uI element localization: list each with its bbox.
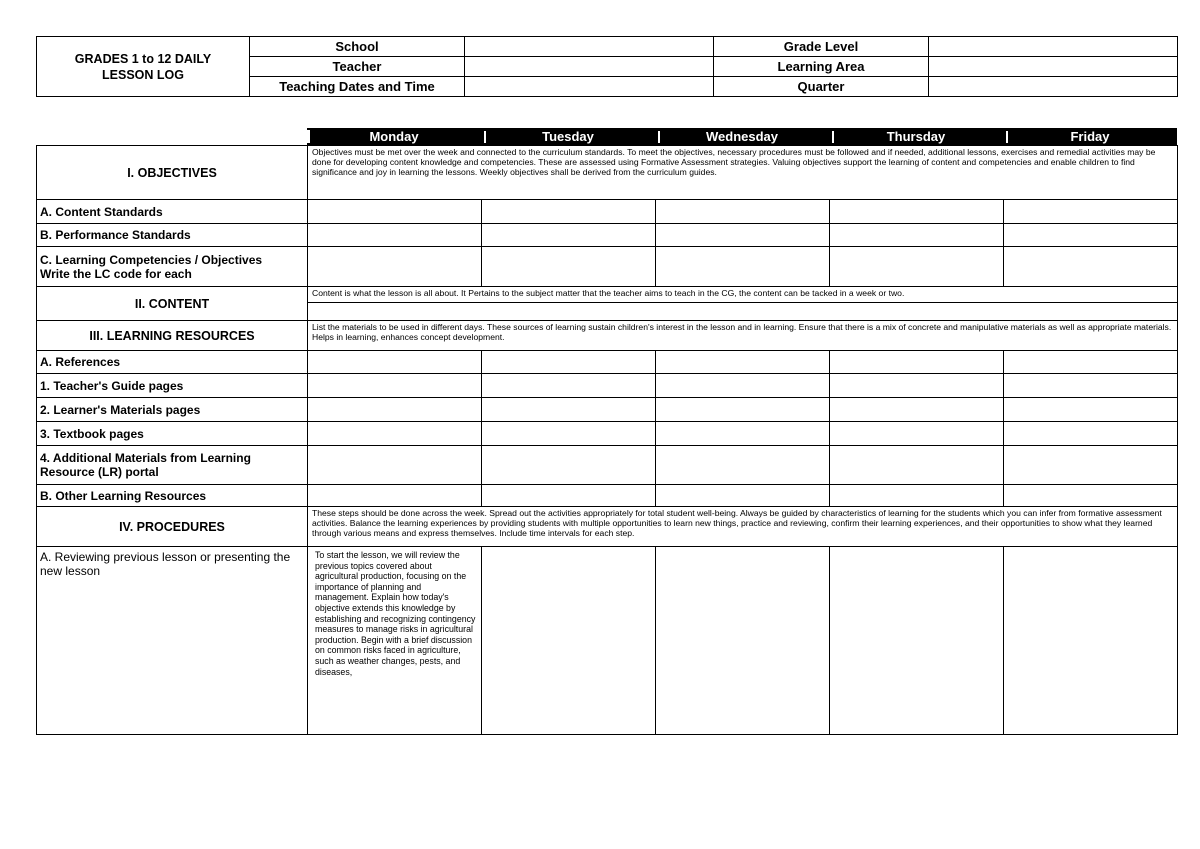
day-tuesday: Tuesday [481, 128, 655, 145]
day-thursday: Thursday [829, 128, 1003, 145]
cell-review-lesson-mon[interactable]: To start the lesson, we will review the previous topics covered about agricultural production, focusing on the importance of planning and management. Explain how today's objective extends this knowledge by establishing and recognizing contingency measures to manage risks in agricultural production. Begin with a brief discussion on common risks faced in agriculture, such as weather changes, pests, and diseases, [308, 547, 482, 735]
cell-teachers-guide-mon[interactable] [308, 374, 482, 398]
cell-learners-materials-wed[interactable] [656, 398, 830, 422]
day-header-bar [307, 128, 1177, 145]
cell-other-resources-fri[interactable] [1004, 485, 1178, 507]
content-note: Content is what the lesson is all about. It Pertains to the subject matter that the teacher aims to teach in the CG, the content can be tacked in a week or two. [308, 287, 1178, 303]
cell-performance-standards-fri[interactable] [1004, 224, 1178, 247]
teachers-guide-label: 1. Teacher's Guide pages [37, 374, 308, 398]
document-title [37, 37, 250, 97]
teaching-dates-field[interactable] [465, 77, 714, 97]
cell-additional-materials-wed[interactable] [656, 446, 830, 485]
cell-learners-materials-fri[interactable] [1004, 398, 1178, 422]
cell-performance-standards-wed[interactable] [656, 224, 830, 247]
cell-references-thu[interactable] [830, 351, 1004, 374]
cell-competencies-fri[interactable] [1004, 247, 1178, 287]
cell-textbook-thu[interactable] [830, 422, 1004, 446]
cell-references-mon[interactable] [308, 351, 482, 374]
document-title-line2: LESSON LOG [102, 67, 184, 82]
day-wednesday: Wednesday [655, 128, 829, 145]
cell-other-resources-tue[interactable] [482, 485, 656, 507]
procedures-note: These steps should be done across the week. Spread out the activities appropriately for total student well-being. Always be guided by characteristics of learning for the students which you can infer from formative assessment activities. Balance the learning experiences by providing students with multiple opportunities to learn new things, practice and reviewing, confirm their learning experiences, and their opportunities to show what they learned through various means and express themselves. Include time intervals for each step. [308, 507, 1178, 547]
school-field[interactable] [465, 37, 714, 57]
cell-teachers-guide-fri[interactable] [1004, 374, 1178, 398]
learning-competencies-label [37, 247, 308, 287]
cell-additional-materials-mon[interactable] [308, 446, 482, 485]
cell-review-lesson-fri[interactable] [1004, 547, 1178, 735]
objectives-note: Objectives must be met over the week and connected to the curriculum standards. To meet the objectives, necessary procedures must be followed and if needed, additional lessons, exercises and remedial activities may be done for developing content knowledge and competencies. These are assessed using Formative Assessment strategies. Valuing objectives support the learning of content and competencies and enable children to find significance and joy in learning the lessons. Weekly objectives shall be derived from the curriculum guides. [308, 146, 1178, 200]
additional-materials-line1: 4. Additional Materials from Learning [40, 451, 251, 465]
cell-textbook-fri[interactable] [1004, 422, 1178, 446]
learning-resources-note: List the materials to be used in different days. These sources of learning sustain children's interest in the lesson and in learning. Ensure that there is a mix of concrete and manipulative materials as well as appropriate materials. Helps in learning, enhances concept development. [308, 321, 1178, 351]
school-label: School [250, 37, 465, 57]
cell-references-tue[interactable] [482, 351, 656, 374]
cell-teachers-guide-tue[interactable] [482, 374, 656, 398]
cell-teachers-guide-thu[interactable] [830, 374, 1004, 398]
cell-competencies-mon[interactable] [308, 247, 482, 287]
learners-materials-label: 2. Learner's Materials pages [37, 398, 308, 422]
performance-standards-label: B. Performance Standards [37, 224, 308, 247]
cell-performance-standards-tue[interactable] [482, 224, 656, 247]
cell-learners-materials-thu[interactable] [830, 398, 1004, 422]
quarter-field[interactable] [929, 77, 1178, 97]
cell-references-wed[interactable] [656, 351, 830, 374]
cell-competencies-tue[interactable] [482, 247, 656, 287]
cell-other-resources-thu[interactable] [830, 485, 1004, 507]
references-label: A. References [37, 351, 308, 374]
day-friday: Friday [1003, 128, 1177, 145]
day-monday: Monday [307, 128, 481, 145]
quarter-label: Quarter [714, 77, 929, 97]
cell-content-standards-tue[interactable] [482, 200, 656, 224]
cell-content-standards-wed[interactable] [656, 200, 830, 224]
cell-content-standards-mon[interactable] [308, 200, 482, 224]
cell-competencies-thu[interactable] [830, 247, 1004, 287]
content-entry-field[interactable] [308, 303, 1178, 321]
objectives-heading: I. OBJECTIVES [37, 146, 308, 200]
cell-learners-materials-mon[interactable] [308, 398, 482, 422]
cell-review-lesson-thu[interactable] [830, 547, 1004, 735]
learning-competencies-line1: C. Learning Competencies / Objectives [40, 252, 263, 267]
teacher-label: Teacher [250, 57, 465, 77]
teaching-dates-label: Teaching Dates and Time [250, 77, 465, 97]
cell-competencies-wed[interactable] [656, 247, 830, 287]
cell-learners-materials-tue[interactable] [482, 398, 656, 422]
cell-content-standards-fri[interactable] [1004, 200, 1178, 224]
lesson-log-table [36, 145, 1178, 735]
cell-review-lesson-wed[interactable] [656, 547, 830, 735]
cell-references-fri[interactable] [1004, 351, 1178, 374]
header-table [36, 36, 1178, 97]
cell-teachers-guide-wed[interactable] [656, 374, 830, 398]
learning-area-field[interactable] [929, 57, 1178, 77]
learning-area-label: Learning Area [714, 57, 929, 77]
cell-textbook-wed[interactable] [656, 422, 830, 446]
cell-other-resources-wed[interactable] [656, 485, 830, 507]
other-resources-label: B. Other Learning Resources [37, 485, 308, 507]
content-standards-label: A. Content Standards [37, 200, 308, 224]
cell-additional-materials-fri[interactable] [1004, 446, 1178, 485]
procedures-heading: IV. PROCEDURES [37, 507, 308, 547]
learning-competencies-line2: Write the LC code for each [40, 266, 192, 281]
document-title-line1: GRADES 1 to 12 DAILY [74, 51, 212, 66]
cell-additional-materials-tue[interactable] [482, 446, 656, 485]
cell-additional-materials-thu[interactable] [830, 446, 1004, 485]
cell-textbook-mon[interactable] [308, 422, 482, 446]
additional-materials-line2: Resource (LR) portal [40, 465, 159, 479]
grade-level-field[interactable] [929, 37, 1178, 57]
cell-performance-standards-mon[interactable] [308, 224, 482, 247]
review-lesson-label: A. Reviewing previous lesson or presenting the new lesson [37, 547, 308, 735]
teacher-field[interactable] [465, 57, 714, 77]
cell-content-standards-thu[interactable] [830, 200, 1004, 224]
cell-performance-standards-thu[interactable] [830, 224, 1004, 247]
cell-other-resources-mon[interactable] [308, 485, 482, 507]
learning-resources-heading: III. LEARNING RESOURCES [37, 321, 308, 351]
textbook-label: 3. Textbook pages [37, 422, 308, 446]
cell-textbook-tue[interactable] [482, 422, 656, 446]
content-heading: II. CONTENT [37, 287, 308, 321]
additional-materials-label [37, 446, 308, 485]
grade-level-label: Grade Level [714, 37, 929, 57]
cell-review-lesson-tue[interactable] [482, 547, 656, 735]
